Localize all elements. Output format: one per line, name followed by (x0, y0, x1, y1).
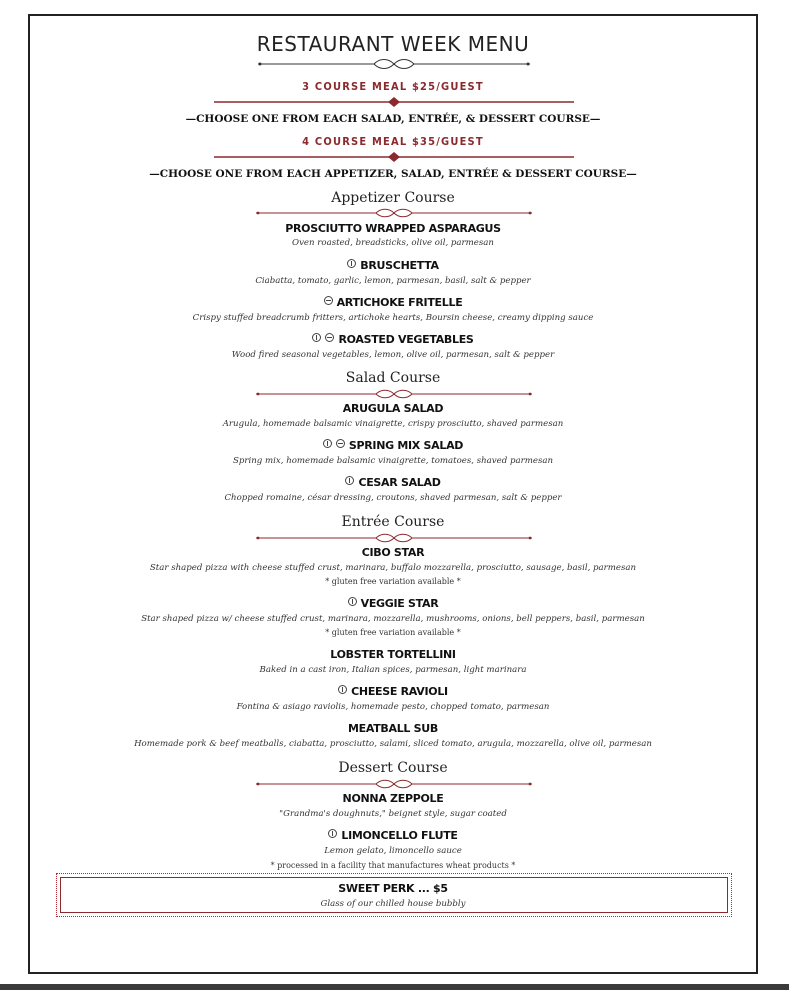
gluten-free-icon (347, 259, 356, 268)
gluten-free-icon (338, 685, 347, 694)
sweet-perk-name: SWEET PERK ... $5 (338, 882, 448, 895)
gluten-free-icon (348, 597, 357, 606)
menu-item-row (28, 685, 758, 698)
title-ornament (258, 58, 530, 70)
menu-item-desc: Crispy stuffed breadcrumb fritters, artichoke hearts, Boursin cheese, creamy dipping sauce (192, 313, 594, 323)
menu-item-desc: Lemon gelato, limoncello sauce (324, 846, 462, 856)
menu-item-desc: Star shaped pizza with cheese stuffed crust, marinara, buffalo mozzarella, prosciutto, sausage, basil, parmesan (149, 563, 637, 573)
menu-item-row (28, 476, 758, 489)
menu-item-name: ROASTED VEGETABLES (338, 333, 474, 346)
entree-course-heading: Entrée Course (341, 514, 445, 530)
menu-item-name: CHEESE RAVIOLI (351, 685, 448, 698)
menu-item-desc: Chopped romaine, césar dressing, croutons, shaved parmesan, salt & pepper (224, 493, 562, 503)
vegetarian-icon (324, 296, 333, 305)
menu-item-note: * gluten free variation available * (325, 628, 461, 637)
three-course-price: 3 COURSE MEAL $25/GUEST (302, 80, 484, 93)
menu-item-name: CIBO STAR (361, 546, 425, 559)
menu-item-row (28, 259, 758, 272)
three-course-divider (214, 96, 574, 108)
menu-item-name: MEATBALL SUB (347, 722, 438, 735)
bottom-rule (0, 984, 789, 990)
appetizer-course-heading: Appetizer Course (331, 190, 455, 206)
menu-item-desc: Star shaped pizza w/ cheese stuffed crust, marinara, mozzarella, mushrooms, onions, bell peppers, basil, parmesan (141, 614, 645, 624)
menu-item-name: BRUSCHETTA (360, 259, 439, 272)
dessert-course-heading: Dessert Course (338, 760, 448, 776)
vegetarian-icon (325, 333, 334, 342)
menu-item-desc: Spring mix, homemade balsamic vinaigrette, tomatoes, shaved parmesan (232, 456, 554, 466)
menu-item-desc: Ciabatta, tomato, garlic, lemon, parmesan, basil, salt & pepper (255, 276, 531, 286)
entree-divider (256, 533, 532, 543)
menu-item-name: VEGGIE STAR (360, 597, 439, 610)
four-course-price: 4 COURSE MEAL $35/GUEST (302, 135, 484, 148)
menu-item-desc: Homemade pork & beef meatballs, ciabatta, prosciutto, salami, sliced tomato, arugula, mozzarella, olive oil, parmesan (134, 739, 652, 749)
gluten-free-icon (312, 333, 321, 342)
menu-item-row (28, 829, 758, 842)
menu-item-desc: "Grandma's doughnuts," beignet style, sugar coated (279, 809, 507, 819)
four-course-divider (214, 151, 574, 163)
menu-item-desc: Oven roasted, breadsticks, olive oil, parmesan (292, 238, 494, 248)
four-course-instructions: —CHOOSE ONE FROM EACH APPETIZER, SALAD, ENTRÉE & DESSERT COURSE— (149, 168, 637, 180)
menu-item-name: LIMONCELLO FLUTE (341, 829, 458, 842)
menu-item-desc: Fontina & asiago raviolis, homemade pesto, chopped tomato, parmesan (236, 702, 550, 712)
menu-item-row (28, 296, 758, 309)
dessert-divider (256, 779, 532, 789)
gluten-free-icon (345, 476, 354, 485)
menu-item-row (28, 333, 758, 346)
menu-item-desc: Baked in a cast iron, Italian spices, parmesan, light marinara (259, 665, 527, 675)
menu-title: RESTAURANT WEEK MENU (256, 32, 530, 56)
sweet-perk-desc: Glass of our chilled house bubbly (320, 899, 466, 909)
menu-item-row (28, 597, 758, 610)
appetizer-divider (256, 208, 532, 218)
three-course-instructions: —CHOOSE ONE FROM EACH SALAD, ENTRÉE, & DESSERT COURSE— (185, 113, 601, 125)
vegetarian-icon (336, 439, 345, 448)
salad-divider (256, 389, 532, 399)
menu-item-name: ARUGULA SALAD (342, 402, 444, 415)
sweet-perk-box (56, 873, 732, 917)
menu-item-row (28, 439, 758, 452)
menu-item-name: LOBSTER TORTELLINI (330, 648, 456, 661)
menu-item-desc: Wood fired seasonal vegetables, lemon, olive oil, parmesan, salt & pepper (231, 350, 555, 360)
menu-item-desc: Arugula, homemade balsamic vinaigrette, crispy prosciutto, shaved parmesan (222, 419, 564, 429)
menu-item-name: SPRING MIX SALAD (348, 439, 464, 452)
menu-item-name: NONNA ZEPPOLE (342, 792, 444, 805)
menu-item-name: CESAR SALAD (358, 476, 441, 489)
gluten-free-icon (323, 439, 332, 448)
salad-course-heading: Salad Course (345, 370, 441, 386)
menu-item-note: * gluten free variation available * (325, 577, 461, 586)
menu-item-name: ARTICHOKE FRITELLE (336, 296, 463, 309)
allergen-note: * processed in a facility that manufactures wheat products * (270, 861, 516, 870)
menu-item-name: PROSCIUTTO WRAPPED ASPARAGUS (285, 222, 501, 235)
gluten-free-icon (328, 829, 337, 838)
